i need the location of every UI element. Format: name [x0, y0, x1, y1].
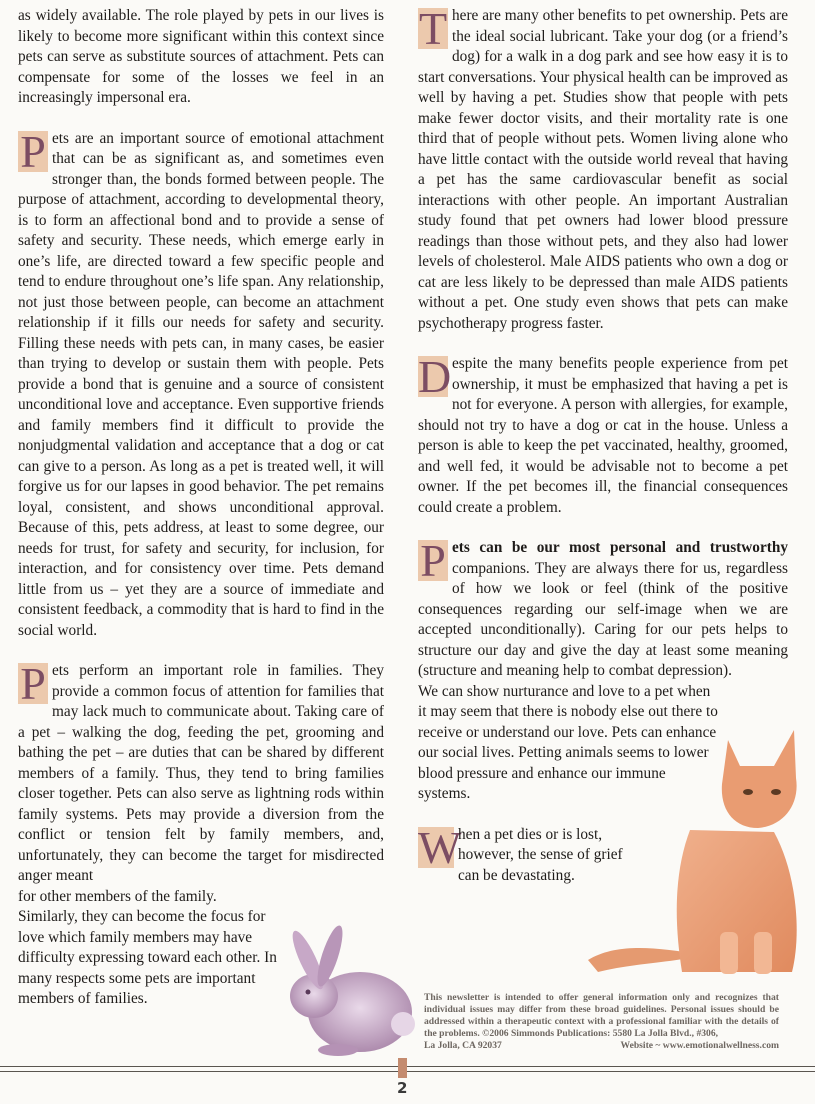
- paragraph-companions-cont: We can show nurturance and love to a pet when it may seem that there is nobody else out there to receive or understand our love. Pets can enhance our social lives. Petting animals seems to lower blood pressure and enhance our immune systems.: [418, 682, 718, 802]
- footer-rule-top: [0, 1066, 815, 1067]
- paragraph-text: here are many other benefits to pet ownership. Pets are the ideal social lubricant. Take your dog (or a friend’s dog) for a walk in a dog park and see how easy it is to start conversations. Your physical health can be improved as well by having a pet. Studies show that people with pets make fewer doctor visits, and their mortality rate is one third that of people without pets. Women living alone who have little contact with the outside world reveal that having a pet has the same cardiovascular benefit as social interactions with other people. An important Australian study found that pet owners had lower blood pressure readings than those without pets, and they also had lower levels of cholesterol. Male AIDS patients who own a dog or cat are less likely to be depressed than male AIDS patients without a pet. One study even shows that pets can make psychotherapy progress faster.: [418, 7, 788, 332]
- paragraph-benefits: [418, 3, 788, 334]
- page-marker: [398, 1058, 407, 1078]
- drop-cap: P: [18, 663, 48, 704]
- disclaimer: [424, 992, 779, 1052]
- paragraph-lead: ets can be our most personal and trustworthy: [452, 539, 788, 556]
- paragraph-intro: as widely available. The role played by pets in our lives is likely to become more significant within this context since pets can serve as substitute sources of attachment. Pets can compensate for some of the losses we feel in an increasingly impersonal era.: [18, 7, 384, 106]
- paragraph-attachment: [18, 125, 384, 642]
- left-column: [18, 6, 384, 1030]
- rabbit-image: [278, 912, 428, 1062]
- footer-rule-bottom: [0, 1071, 815, 1072]
- paragraph-text: ets perform an important role in families. They provide a common focus of attention for families that may lack much to communicate about. Taking care of a pet – walking the dog, feeding the pet, grooming and bathing the pet – are duties that can be shared by different members of a family. Thus, they tend to bring families closer together. Pets can also serve as lightning rods within family systems. Pets may provide a diversion from the conflict or tension felt by family members, and, unfortunately, they can become the target for misdirected anger meant: [18, 662, 384, 884]
- paragraph-families: [18, 658, 384, 887]
- paragraph-companions: [418, 535, 788, 682]
- paragraph-text: hen a pet dies or is lost, however, the sense of grief can be devastating.: [458, 825, 623, 884]
- disclaimer-footer: [424, 1040, 779, 1052]
- paragraph-text: ets are an important source of emotional attachment that can be as significant as, and sometimes even stronger than, the bonds formed between people. The purpose of attachment, according to developmental theory, is to form an affectional bond and to provide a sense of safety and security. These needs, which emerge early in one’s life, are directed toward a few specific people and tend to endure throughout one’s life span. Any relationship, not just those between people, can become an attachment relationship if it fills our needs for safety and security. Filling these needs with pets can, in many cases, be easier than trying to develop or sustain them with people. Pets provide a bond that is genuine and a source of consistent unconditional love and acceptance. Even supportive friends and family members find it difficult to provide the nonjudgmental validation and acceptance that a dog or cat can give to a person. As long as a pet is treated well, it will forgive us for our lapses in good behavior. The pet remains loyal, consistent, and shows unconditional approval. Because of this, pets address, at least to some degree, our needs for trust, for safety and security, for inclusion, for interaction, and for consistency over time. Pets demand little from us – yet they are a source of immediate and consistent feedback, a commodity that is hard to find in the social world.: [18, 129, 384, 639]
- paragraph-caution: [418, 351, 788, 518]
- page-number: 2: [397, 1079, 408, 1097]
- drop-cap: W: [418, 821, 462, 873]
- paragraph-families-cont: for other members of the family. Similarly, they can become the focus for love which family members may have difficulty expressing toward each other. In many respects some pets are important members of families.: [18, 887, 277, 1007]
- disclaimer-text: This newsletter is intended to offer general information only and recognizes that individual issues may differ from these broad guidelines. Personal issues should be addressed within a therapeutic context with a professional familiar with the details of the problems. ©2006 Simmonds Publications: 5580 La Jolla Blvd., #306,: [424, 992, 779, 1039]
- drop-cap: T: [418, 3, 448, 54]
- disclaimer-city: La Jolla, CA 92037: [424, 1040, 502, 1051]
- website-link[interactable]: Website ~ www.emotionalwellness.com: [620, 1040, 779, 1051]
- paragraph-text: espite the many benefits people experience from pet ownership, it must be emphasized that having a pet is not for everyone. A person with allergies, for example, should not try to have a dog or cat in the house. Unless a person is able to keep the pet vaccinated, healthy, groomed, and well fed, it would be advisable not to become a pet owner. If the pet becomes ill, the financial consequences could create a problem.: [418, 355, 788, 516]
- drop-cap: P: [18, 131, 48, 172]
- cat-image: [578, 722, 810, 984]
- drop-cap: D: [418, 351, 452, 402]
- paragraph-text: companions. They are always there for us, regardless of how we look or feel (think of the positive consequences regarding our self-image when we are accepted unconditionally). Caring for our pets helps to structure our day and give the day at least some meaning (structure and meaning help to combat depression).: [418, 559, 788, 679]
- drop-cap: P: [418, 540, 448, 581]
